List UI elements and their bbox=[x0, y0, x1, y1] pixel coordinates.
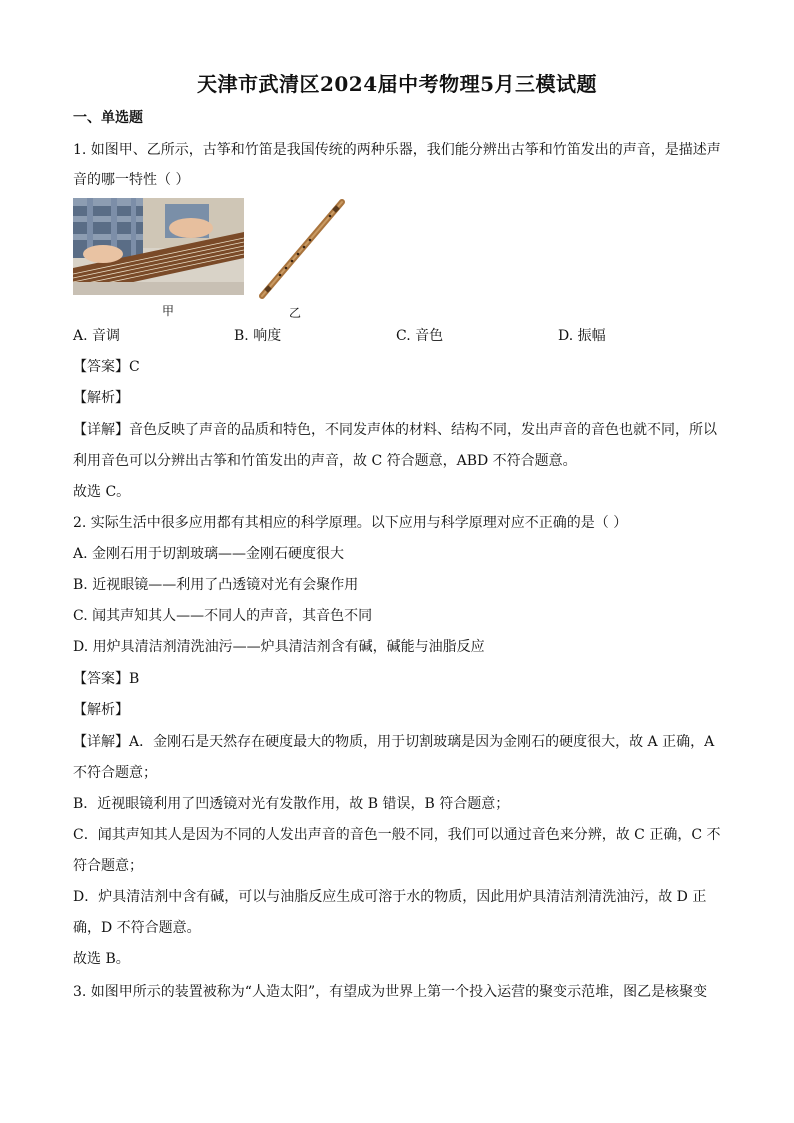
q2-option-a: A. 金刚石用于切割玻璃——金刚石硬度很大 bbox=[73, 546, 345, 562]
q2-option-b: B. 近视眼镜——利用了凸透镜对光有会聚作用 bbox=[73, 577, 359, 593]
section-heading: 一、单选题 bbox=[73, 110, 143, 126]
q1-answer: 【答案】C bbox=[73, 359, 140, 375]
q2-detail-line2: 不符合题意； bbox=[73, 765, 157, 781]
bamboo-flute-image bbox=[256, 198, 348, 302]
q1-option-d: D. 振幅 bbox=[558, 328, 606, 344]
q2-option-c: C. 闻其声知其人——不同人的声音，其音色不同 bbox=[73, 608, 373, 624]
q2-analysis-label: 【解析】 bbox=[73, 702, 129, 718]
q2-answer: 【答案】B bbox=[73, 671, 140, 687]
figure-label-yi: 乙 bbox=[289, 306, 302, 320]
q2-conclusion: 故选 B。 bbox=[73, 951, 130, 967]
figure-label-jia: 甲 bbox=[162, 304, 175, 318]
page-title: 天津市武清区2024届中考物理5月三模试题 bbox=[196, 72, 598, 96]
q3-stem-line1: 3. 如图甲所示的装置被称为“人造太阳”，有望成为世界上第一个投入运营的聚变示范堆，图乙是核聚变 bbox=[73, 984, 708, 1000]
q1-option-b: B. 响度 bbox=[234, 328, 282, 344]
q2-detail-line1: 【详解】A．金刚石是天然存在硬度最大的物质，用于切割玻璃是因为金刚石的硬度很大，故 A 正确，A bbox=[73, 734, 715, 750]
q1-detail-line2: 利用音色可以分辨出古筝和竹笛发出的声音，故 C 符合题意，ABD 不符合题意。 bbox=[73, 453, 577, 469]
q1-detail-line1: 【详解】音色反映了声音的品质和特色，不同发声体的材料、结构不同，发出声音的音色也就不同，所以 bbox=[73, 422, 717, 438]
q2-detail-line7: 确，D 不符合题意。 bbox=[73, 920, 201, 936]
q2-detail-line3: B．近视眼镜利用了凹透镜对光有发散作用，故 B 错误，B 符合题意； bbox=[73, 796, 510, 812]
q1-option-a: A. 音调 bbox=[73, 328, 121, 344]
q1-analysis-label: 【解析】 bbox=[73, 390, 129, 406]
q2-detail-line5: 符合题意； bbox=[73, 858, 143, 874]
q1-stem-line1: 1. 如图甲、乙所示，古筝和竹笛是我国传统的两种乐器，我们能分辨出古筝和竹笛发出的声音，是描述声 bbox=[73, 142, 721, 158]
q2-option-d: D. 用炉具清洁剂清洗油污——炉具清洁剂含有碱，碱能与油脂反应 bbox=[73, 639, 485, 655]
q2-detail-line4: C．闻其声知其人是因为不同的人发出声音的音色一般不同，我们可以通过音色来分辨，故 C 正确，C 不 bbox=[73, 827, 721, 843]
q2-detail-line6: D．炉具清洁剂中含有碱，可以与油脂反应生成可溶于水的物质，因此用炉具清洁剂清洗油污，故 D 正 bbox=[73, 889, 707, 905]
q1-option-c: C. 音色 bbox=[396, 328, 444, 344]
q2-stem: 2. 实际生活中很多应用都有其相应的科学原理。以下应用与科学原理对应不正确的是（ ） bbox=[73, 515, 628, 531]
q1-stem-line2: 音的哪一特性（ ） bbox=[73, 172, 190, 188]
guzheng-photo bbox=[73, 198, 244, 295]
q1-conclusion: 故选 C。 bbox=[73, 484, 131, 500]
